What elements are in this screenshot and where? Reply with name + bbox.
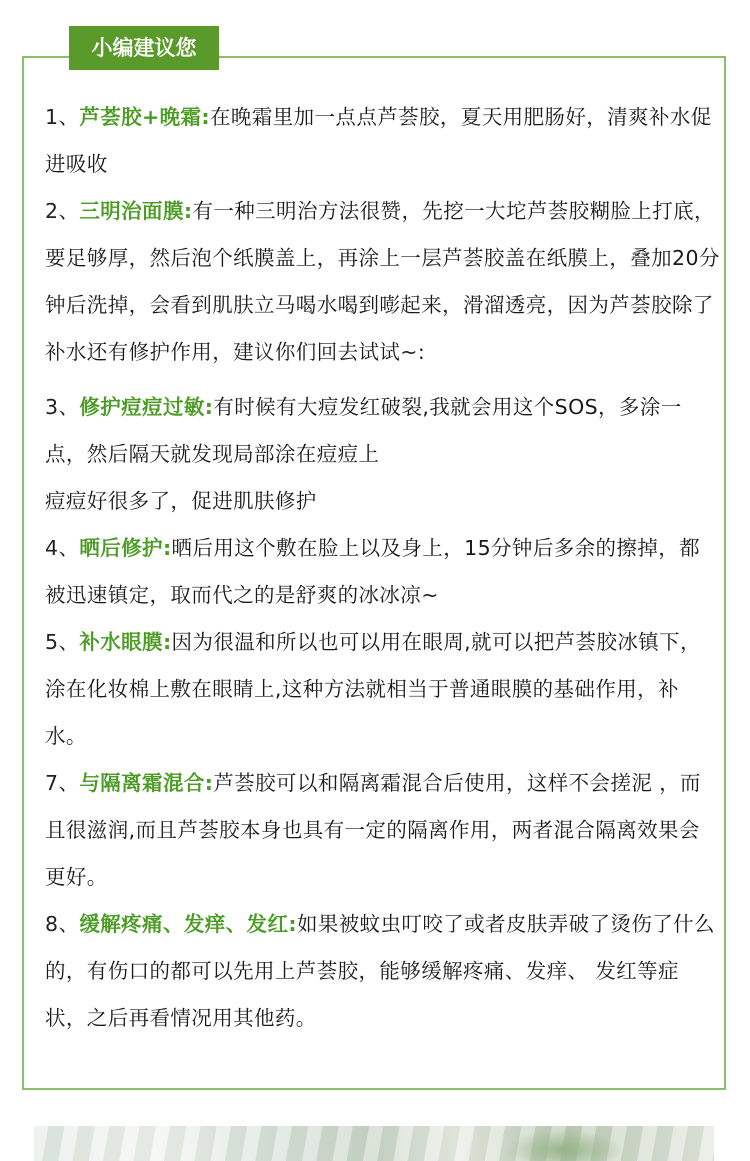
tip-title: 补水眼膜: xyxy=(79,630,172,654)
tip-number: 4、 xyxy=(45,536,80,560)
tip-item xyxy=(45,94,720,188)
tip-title: 晒后修护: xyxy=(79,536,172,560)
tip-body: 在晚霜里加一点点芦荟胶，夏天用肥肠好，清爽补水促进吸收 xyxy=(45,105,712,176)
tip-item xyxy=(45,384,720,525)
tip-body: 芦荟胶可以和隔离霜混合后使用，这样不会搓泥 ，而且很滋润,而且芦荟胶本身也具有一定的隔离作用，两者混合隔离效果会更好。 xyxy=(45,771,701,889)
tip-item xyxy=(45,760,720,901)
tip-number: 3、 xyxy=(45,395,80,419)
tip-item xyxy=(45,525,720,619)
tip-item xyxy=(45,188,720,376)
tip-number: 2、 xyxy=(45,199,80,223)
tip-body-continued: 痘痘好很多了，促进肌肤修护 xyxy=(45,489,317,513)
tip-title: 芦荟胶+晚霜: xyxy=(79,105,211,129)
tip-title: 三明治面膜: xyxy=(79,199,193,223)
tip-number: 1、 xyxy=(45,105,80,129)
tip-body: 如果被蚊虫叮咬了或者皮肤弄破了烫伤了什么的，有伤口的都可以先用上芦荟胶，能够缓解疼痛、发痒、 发红等症状，之后再看情况用其他药。 xyxy=(45,912,715,1030)
tip-title: 与隔离霜混合: xyxy=(79,771,214,795)
tip-body: 有时候有大痘发红破裂,我就会用这个SOS，多涂一点，然后隔天就发现局部涂在痘痘上 xyxy=(45,395,682,466)
tip-body: 晒后用这个敷在脸上以及身上，15分钟后多余的擦掉，都被迅速镇定，取而代之的是舒爽的冰冰凉~ xyxy=(45,536,701,607)
section-tag: 小编建议您 xyxy=(69,26,219,70)
tip-title: 修护痘痘过敏: xyxy=(79,395,214,419)
tip-item xyxy=(45,901,720,1042)
tip-body: 有一种三明治方法很赞，先挖一大坨芦荟胶糊脸上打底，要足够厚，然后泡个纸膜盖上，再涂上一层芦荟胶盖在纸膜上，叠加20分钟后洗掉，会看到肌肤立马喝水喝到嘭起来，滑溜透亮，因为芦荟胶除了补水还有修护作用，建议你们回去试试~: xyxy=(45,199,720,364)
tip-body: 因为很温和所以也可以用在眼周,就可以把芦荟胶冰镇下，涂在化妆棉上敷在眼睛上,这种方法就相当于普通眼膜的基础作用，补水。 xyxy=(45,630,701,748)
tip-number: 7、 xyxy=(45,771,80,795)
tip-number: 5、 xyxy=(45,630,80,654)
product-photo-strip xyxy=(34,1126,714,1161)
tips-content xyxy=(45,94,720,1042)
tip-number: 8、 xyxy=(45,912,80,936)
tip-title: 缓解疼痛、发痒、发红: xyxy=(79,912,297,936)
tip-item xyxy=(45,619,720,760)
